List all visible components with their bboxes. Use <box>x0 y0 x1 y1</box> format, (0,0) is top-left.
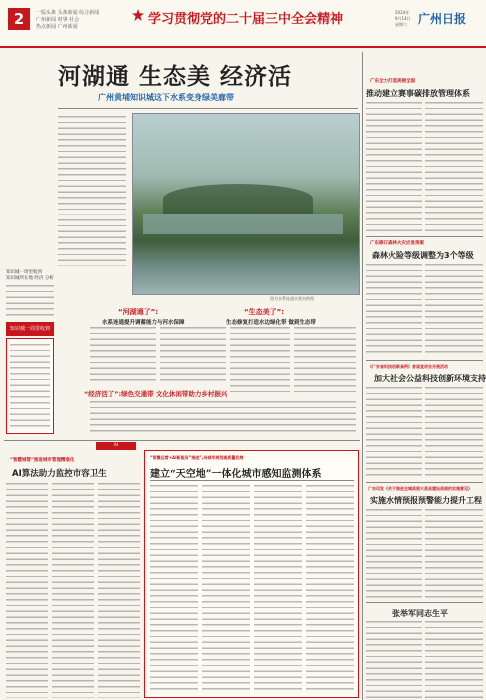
lead-paragraph <box>58 115 126 215</box>
section-title-4[interactable]: 实施水情预报预警能力提升工程 <box>370 496 482 505</box>
divider <box>366 602 483 603</box>
sidebar-text <box>6 284 54 316</box>
page-number: 2 <box>8 8 30 30</box>
main-subhead: 广州黄埔知识城这下水系变身绿美廊带 <box>98 93 234 102</box>
main-headline[interactable]: 河湖通 生态美 经济活 <box>58 63 293 90</box>
column-text <box>98 482 140 698</box>
column-text <box>425 620 483 698</box>
column-text <box>254 484 302 694</box>
column-text <box>425 386 483 478</box>
section-nav <box>36 10 136 31</box>
section-title-1[interactable]: 推动建立赛事碳排放管理体系 <box>366 89 470 98</box>
bottom-mid-label: “智慧运营+AI新服务”推进”,州城市规划高质量发展 <box>150 455 244 460</box>
divider <box>150 480 354 481</box>
sub-heading-1-text: 水系连通提升调蓄能力与河水保障 <box>102 320 185 326</box>
column-text <box>366 101 422 231</box>
column-divider <box>362 52 363 700</box>
column-text <box>425 101 483 231</box>
column-text <box>52 482 94 698</box>
column-text <box>366 508 422 598</box>
sub-heading-2-text: 生态修复打造水边绿化带 做到生态带 <box>226 320 316 326</box>
sidebar-brief <box>6 270 54 282</box>
sidebar-box <box>6 338 54 434</box>
column-text <box>160 326 226 384</box>
sidebar-brief-title: 知识城一周里收到 <box>6 270 42 275</box>
section-nav-item[interactable]: 一版头条 头条新闻 综合新闻 <box>36 10 100 16</box>
section-label-3: 《广东省科技创新条例》首届宣讲会开展活动 <box>368 364 448 369</box>
divider <box>4 440 360 441</box>
column-text <box>90 326 156 384</box>
divider <box>366 236 483 237</box>
section-tag: AI <box>96 442 136 450</box>
bottom-left-title[interactable]: AI算法助力监控市容卫生 <box>12 469 107 479</box>
issue-date: 2024年 9月14日 星期六 <box>395 10 411 27</box>
column-text <box>230 326 290 394</box>
section-nav-item[interactable]: 热点新闻 广州新闻 <box>36 24 78 30</box>
column-text <box>306 484 354 694</box>
photo-caption: 图为水系连通实景由供图 <box>270 296 314 301</box>
column-text <box>425 508 483 598</box>
section-title-3[interactable]: 加大社会公益科技创新环境支持 <box>374 374 486 383</box>
divider <box>58 108 358 109</box>
column-text <box>6 482 48 698</box>
sidebar-brief-subtitle: 知识城所在地 经济 分析 <box>6 276 54 281</box>
section-nav-item[interactable]: 广州新闻 时事 社会 <box>36 17 80 23</box>
column-text <box>366 386 422 478</box>
paragraph <box>58 218 126 266</box>
column-text <box>150 484 198 694</box>
divider <box>366 360 483 361</box>
section-title-2[interactable]: 森林火险等级调整为3个等级 <box>372 251 474 260</box>
section-label-2: 广东修订森林火灾应急预案 <box>370 241 424 246</box>
feature-photo[interactable] <box>132 113 360 295</box>
column-text <box>366 263 422 355</box>
column-text <box>90 400 356 434</box>
sub-heading-3: “经济活了”:绿色交通带 文化休闲带助力乡村振兴 <box>84 390 228 398</box>
column-text <box>294 326 356 394</box>
sub-heading-2: “生态美了”: <box>244 308 285 316</box>
bottom-left-label: “智慧城管”推进城市管理精准化 <box>10 458 75 463</box>
bottom-mid-title[interactable]: 建立“天空地”一体化城市感知监测体系 <box>150 469 322 480</box>
column-text <box>202 484 250 694</box>
sidebar-heading: 知识城一周里收到 <box>6 322 54 336</box>
banner-title: 学习贯彻党的二十届三中全会精神 <box>148 12 344 27</box>
sub-heading-1: “河湖通了”: <box>118 308 159 316</box>
section-label-1: 广东全力打造美丽全国 <box>370 79 415 84</box>
column-text <box>366 620 422 698</box>
section-label-4: 广东印发《关于推进全域美丽大美县建设美丽的实施意见》 <box>368 486 472 491</box>
section-title-5[interactable]: 张举军同志生平 <box>392 609 448 618</box>
column-text <box>425 263 483 355</box>
divider <box>366 482 483 483</box>
newspaper-logo[interactable]: 广州日报 <box>418 12 467 26</box>
